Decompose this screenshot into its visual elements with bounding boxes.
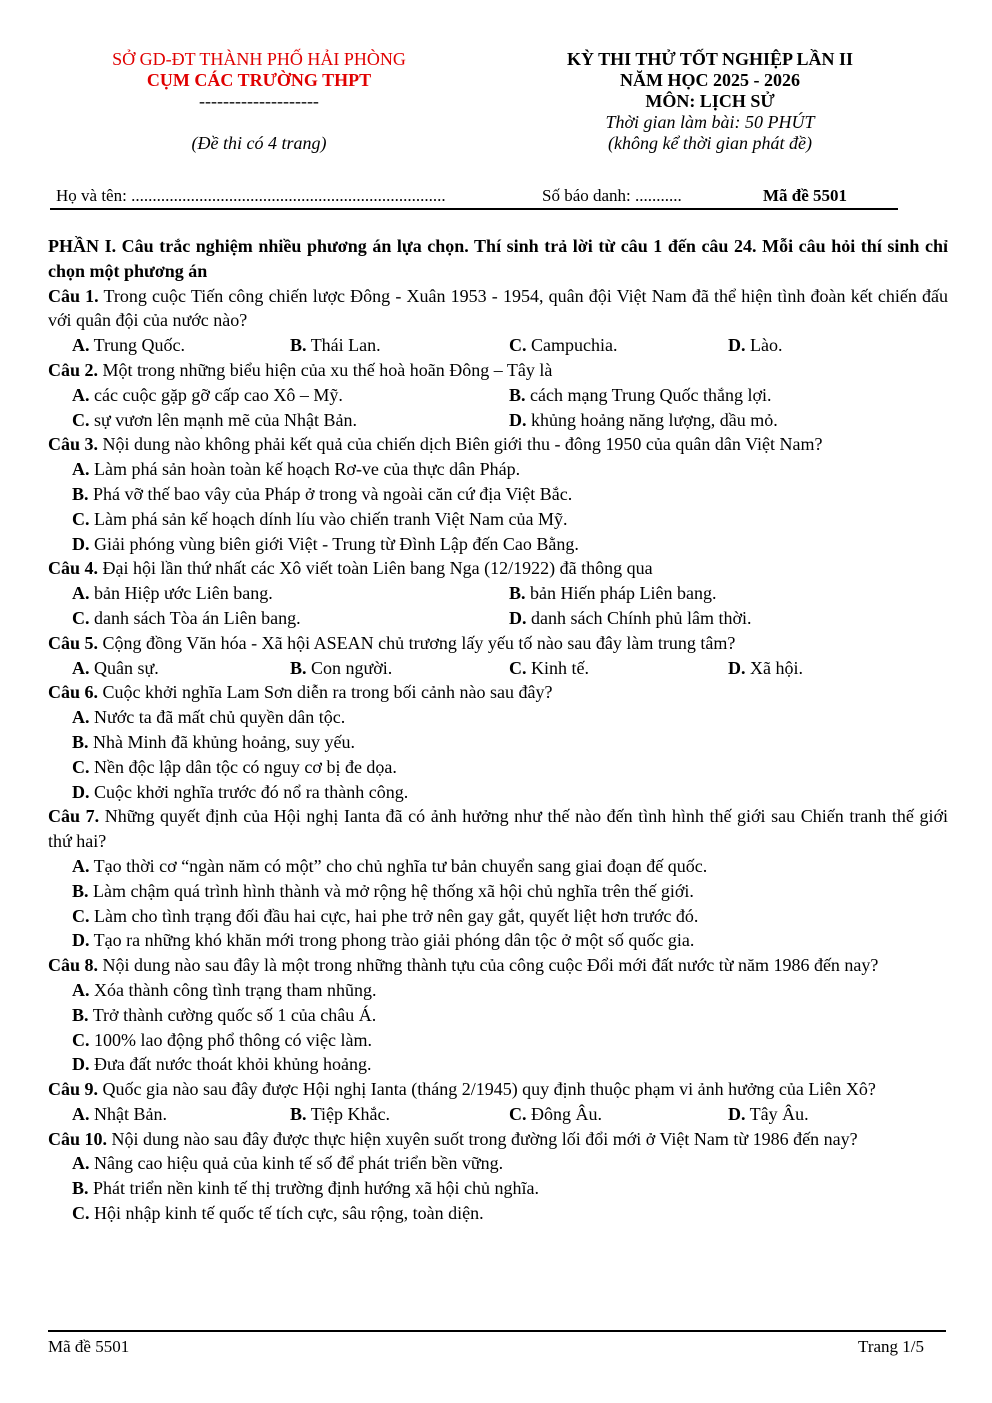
option-letter: D. — [728, 657, 746, 678]
answer-option — [48, 1201, 948, 1226]
option-letter: C. — [509, 657, 527, 678]
answer-option — [728, 656, 928, 681]
question-number: Câu 3. — [48, 434, 99, 455]
option-text: Nhật Bản. — [89, 1103, 167, 1124]
question-number: Câu 6. — [48, 682, 99, 703]
question-stem — [48, 680, 948, 705]
exam-content — [48, 234, 948, 1226]
answer-options — [48, 656, 948, 681]
question-text: Cuộc khởi nghĩa Lam Sơn diễn ra trong bối cảnh nào sau đây? — [98, 682, 553, 703]
answer-option — [48, 904, 948, 929]
answer-option — [48, 854, 948, 879]
answer-option — [48, 755, 948, 780]
option-text: Tiệp Khắc. — [306, 1103, 391, 1124]
answer-option — [48, 730, 948, 755]
option-text: Trung Quốc. — [89, 335, 186, 356]
option-letter: D. — [72, 1054, 90, 1075]
question-text: Một trong những biểu hiện của xu thế hoà hoãn Đông – Tây là — [98, 359, 553, 380]
option-letter: C. — [72, 1203, 90, 1224]
option-text: Làm chậm quá trình hình thành và mở rộng hệ thống xã hội chủ nghĩa trên thế giới. — [88, 880, 694, 901]
question-number: Câu 7. — [48, 806, 100, 827]
answer-option — [48, 780, 948, 805]
option-text: Campuchia. — [526, 335, 618, 356]
question-stem — [48, 358, 948, 383]
header-left — [60, 49, 458, 154]
header-right — [500, 49, 920, 154]
question-text: Đại hội lần thứ nhất các Xô viết toàn Liên bang Nga (12/1922) đã thông qua — [98, 558, 653, 579]
answer-option — [72, 408, 509, 433]
answer-options — [48, 383, 948, 433]
answer-option — [728, 333, 928, 358]
option-letter: B. — [290, 1103, 307, 1124]
option-letter: B. — [290, 657, 307, 678]
option-letter: A. — [72, 657, 90, 678]
school-cluster-name: CỤM CÁC TRƯỜNG THPT — [146, 70, 372, 90]
question-text: Trong cuộc Tiến công chiến lược Đông - Xuân 1953 - 1954, quân đội Việt Nam đã thể hiện tình đoàn kết chiến đấu với quân đội của nước nào? — [48, 285, 948, 331]
answer-option — [48, 978, 948, 1003]
option-letter: B. — [72, 731, 89, 752]
option-letter: A. — [72, 335, 90, 356]
subject: MÔN: LỊCH SỬ — [645, 91, 775, 111]
question-stem — [48, 804, 948, 854]
answer-option — [48, 482, 948, 507]
option-letter: D. — [72, 930, 90, 951]
question-number: Câu 9. — [48, 1079, 99, 1100]
answer-option — [72, 581, 509, 606]
option-letter: C. — [72, 1029, 90, 1050]
answer-option — [48, 1003, 948, 1028]
candidate-info-row — [50, 186, 898, 210]
answer-option — [72, 606, 509, 631]
answer-option — [509, 333, 728, 358]
answer-option — [72, 333, 290, 358]
question-text: Nội dung nào sau đây được thực hiện xuyên suốt trong đường lối đổi mới ở Việt Nam từ 1986 đến nay? — [107, 1128, 858, 1149]
option-text: Đông Âu. — [526, 1103, 602, 1124]
option-letter: B. — [72, 483, 89, 504]
option-letter: A. — [72, 1103, 90, 1124]
question-stem — [48, 284, 948, 334]
page-footer — [48, 1330, 946, 1357]
option-letter: A. — [72, 583, 90, 604]
question-stem — [48, 953, 948, 978]
answer-option — [72, 656, 290, 681]
option-letter: B. — [290, 335, 307, 356]
option-text: Tạo thời cơ “ngàn năm có một” cho chủ nghĩa tư bản chuyển sang giai đoạn đế quốc. — [89, 855, 708, 876]
option-text: Kinh tế. — [526, 657, 589, 678]
option-text: Nâng cao hiệu quả của kinh tế số để phát triển bền vững. — [89, 1153, 504, 1174]
option-text: Phá vỡ thế bao vây của Pháp ở trong và ngoài căn cứ địa Việt Bắc. — [88, 483, 573, 504]
option-letter: C. — [72, 756, 90, 777]
option-letter: B. — [72, 1178, 89, 1199]
answer-option — [290, 656, 509, 681]
option-text: bản Hiến pháp Liên bang. — [525, 583, 717, 604]
answer-options — [48, 581, 948, 631]
option-text: sự vươn lên mạnh mẽ của Nhật Bản. — [89, 409, 357, 430]
option-letter: A. — [72, 1153, 90, 1174]
option-letter: D. — [72, 781, 90, 802]
part1-title: PHẦN I. Câu trắc nghiệm nhiều phương án lựa chọn. Thí sinh trả lời từ câu 1 đến câu 24. Mỗi câu hỏi thí sinh chỉ chọn một phương án — [48, 236, 948, 281]
option-letter: C. — [509, 1103, 527, 1124]
option-letter: A. — [72, 979, 90, 1000]
option-letter: C. — [72, 409, 90, 430]
option-text: Thái Lan. — [306, 335, 381, 356]
school-year: NĂM HỌC 2025 - 2026 — [620, 70, 800, 90]
exam-code-label: Mã đề 5501 — [763, 186, 848, 205]
option-text: các cuộc gặp gỡ cấp cao Xô – Mỹ. — [89, 384, 343, 405]
exam-title: KỲ THI THỬ TỐT NGHIỆP LẦN II — [566, 49, 854, 69]
option-letter: D. — [509, 409, 527, 430]
option-text: 100% lao động phổ thông có việc làm. — [89, 1029, 372, 1050]
option-text: Làm phá sản kế hoạch dính líu vào chiến tranh Việt Nam của Mỹ. — [89, 508, 568, 529]
answer-option — [290, 1102, 509, 1127]
option-letter: B. — [72, 880, 89, 901]
option-text: Nhà Minh đã khủng hoảng, suy yếu. — [88, 731, 355, 752]
option-text: Trở thành cường quốc số 1 của châu Á. — [88, 1004, 377, 1025]
option-letter: C. — [72, 508, 90, 529]
option-text: Giải phóng vùng biên giới Việt - Trung từ Đình Lập đến Cao Bằng. — [89, 533, 579, 554]
header-separator: -------------------- — [199, 91, 319, 111]
answer-option — [48, 1176, 948, 1201]
question-number: Câu 2. — [48, 359, 99, 380]
answer-option — [509, 656, 728, 681]
option-text: Xóa thành công tình trạng tham nhũng. — [89, 979, 377, 1000]
option-letter: D. — [728, 335, 746, 356]
footer-exam-code: Mã đề 5501 — [48, 1337, 130, 1356]
option-text: Làm phá sản hoàn toàn kế hoạch Rơ-ve của thực dân Pháp. — [89, 459, 521, 480]
option-letter: A. — [72, 384, 90, 405]
answer-option — [48, 1151, 948, 1176]
option-text: Hội nhập kinh tế quốc tế tích cực, sâu rộng, toàn diện. — [89, 1203, 484, 1224]
option-letter: D. — [72, 533, 90, 554]
answer-option — [48, 1028, 948, 1053]
answer-option — [48, 879, 948, 904]
answer-option — [48, 532, 948, 557]
answer-option — [509, 606, 929, 631]
option-letter: C. — [509, 335, 527, 356]
option-letter: B. — [509, 384, 526, 405]
answer-option — [728, 1102, 928, 1127]
option-letter: B. — [72, 1004, 89, 1025]
question-text: Những quyết định của Hội nghị Ianta đã có ảnh hưởng như thế nào đến tình hình thế giới sau Chiến tranh thế giới thứ hai? — [48, 806, 948, 852]
option-letter: D. — [509, 607, 527, 628]
question-text: Cộng đồng Văn hóa - Xã hội ASEAN chủ trương lấy yếu tố nào sau đây làm trung tâm? — [98, 632, 736, 653]
department-name: SỞ GD-ĐT THÀNH PHỐ HẢI PHÒNG — [112, 49, 406, 69]
option-text: Nền độc lập dân tộc có nguy cơ bị đe dọa. — [89, 756, 397, 777]
answer-option — [72, 383, 509, 408]
answer-option — [509, 408, 929, 433]
answer-option — [290, 333, 509, 358]
answer-options — [48, 1102, 948, 1127]
footer-page-number: Trang 1/5 — [858, 1337, 924, 1356]
option-letter: A. — [72, 707, 90, 728]
question-number: Câu 8. — [48, 955, 99, 976]
name-field-label: Họ và tên: .......................................................................... — [56, 186, 446, 205]
answer-option — [509, 383, 929, 408]
option-text: Đưa đất nước thoát khỏi khủng hoảng. — [89, 1054, 372, 1075]
option-text: Nước ta đã mất chủ quyền dân tộc. — [89, 707, 346, 728]
question-number: Câu 10. — [48, 1128, 108, 1149]
option-text: Tạo ra những khó khăn mới trong phong trào giải phóng dân tộc ở một số quốc gia. — [89, 930, 695, 951]
option-text: Cuộc khởi nghĩa trước đó nổ ra thành công. — [89, 781, 409, 802]
time-limit: Thời gian làm bài: 50 PHÚT — [605, 112, 815, 132]
answer-option — [509, 581, 929, 606]
question-stem — [48, 631, 948, 656]
candidate-number-label: Số báo danh: ........... — [542, 186, 682, 205]
option-letter: A. — [72, 459, 90, 480]
question-number: Câu 1. — [48, 285, 99, 306]
question-list — [48, 284, 948, 1226]
option-text: khủng hoảng năng lượng, dầu mỏ. — [526, 409, 778, 430]
question-number: Câu 4. — [48, 558, 99, 579]
answer-option — [509, 1102, 728, 1127]
option-letter: C. — [72, 905, 90, 926]
answer-option — [48, 1052, 948, 1077]
pages-note: (Đề thi có 4 trang) — [191, 133, 327, 153]
question-number: Câu 5. — [48, 632, 99, 653]
option-text: Làm cho tình trạng đối đầu hai cực, hai phe trở nên gay gắt, quyết liệt hơn trước đó. — [89, 905, 699, 926]
option-letter: A. — [72, 855, 90, 876]
answer-option — [48, 507, 948, 532]
answer-option — [48, 705, 948, 730]
question-stem — [48, 556, 948, 581]
option-text: danh sách Tòa án Liên bang. — [89, 607, 301, 628]
answer-options — [48, 333, 948, 358]
option-text: Tây Âu. — [745, 1103, 809, 1124]
option-text: Con người. — [306, 657, 393, 678]
question-stem — [48, 1127, 948, 1152]
time-note: (không kể thời gian phát đề) — [607, 133, 813, 153]
question-stem — [48, 1077, 948, 1102]
answer-option — [48, 928, 948, 953]
option-text: bản Hiệp ước Liên bang. — [89, 583, 273, 604]
option-letter: D. — [728, 1103, 746, 1124]
option-letter: B. — [509, 583, 526, 604]
answer-option — [48, 457, 948, 482]
question-text: Quốc gia nào sau đây được Hội nghị Ianta (tháng 2/1945) quy định thuộc phạm vi ảnh hưởng của Liên Xô? — [98, 1079, 876, 1100]
answer-option — [72, 1102, 290, 1127]
option-text: Quân sự. — [89, 657, 159, 678]
option-text: danh sách Chính phủ lâm thời. — [526, 607, 752, 628]
option-letter: C. — [72, 607, 90, 628]
option-text: Phát triển nền kinh tế thị trường định hướng xã hội chủ nghĩa. — [88, 1178, 539, 1199]
option-text: Xã hội. — [745, 657, 803, 678]
question-text: Nội dung nào không phải kết quả của chiến dịch Biên giới thu - đông 1950 của quân dân Việt Nam? — [98, 434, 823, 455]
option-text: Lào. — [745, 335, 783, 356]
option-text: cách mạng Trung Quốc thắng lợi. — [525, 384, 772, 405]
question-stem — [48, 432, 948, 457]
question-text: Nội dung nào sau đây là một trong những thành tựu của công cuộc Đổi mới đất nước từ năm 1986 đến nay? — [98, 955, 879, 976]
